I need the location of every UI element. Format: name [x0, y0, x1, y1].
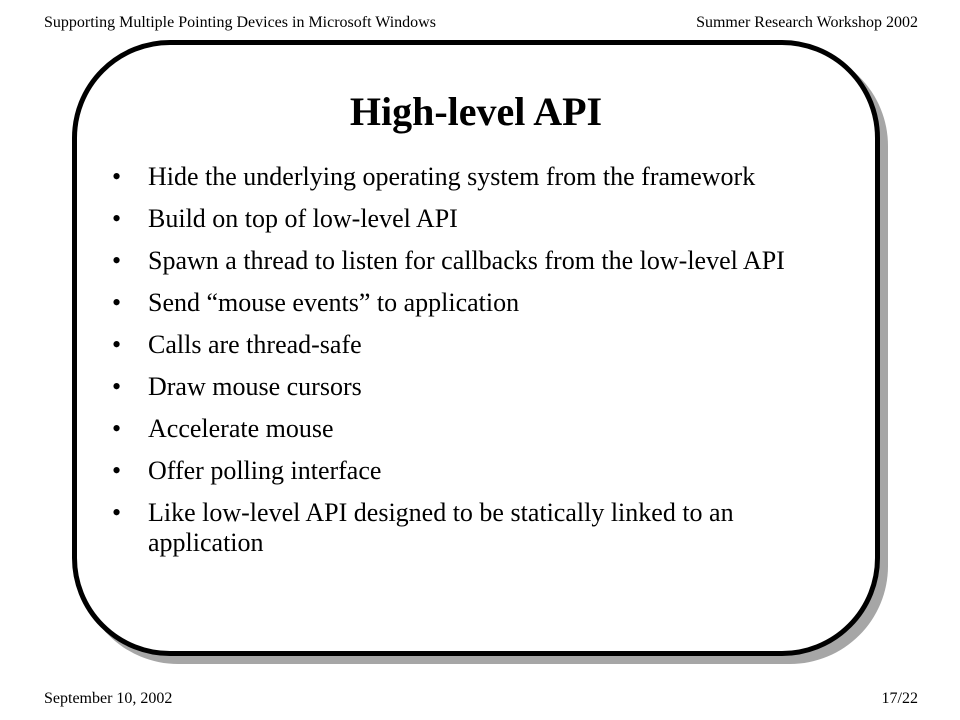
bullet-text: Accelerate mouse	[148, 414, 334, 443]
bullet-item	[112, 456, 832, 486]
header-title: Supporting Multiple Pointing Devices in Microsoft Windows	[44, 14, 436, 31]
bullet-dot-icon: •	[112, 246, 122, 275]
bullet-item	[112, 288, 832, 318]
bullet-item	[112, 330, 832, 360]
bullet-item	[112, 162, 832, 192]
bullet-item	[112, 498, 832, 558]
bullet-dot-icon: •	[112, 414, 122, 443]
bullet-text: Send “mouse events” to application	[148, 288, 520, 317]
bullet-dot-icon: •	[112, 498, 122, 527]
bullet-item	[112, 246, 832, 276]
footer-date: September 10, 2002	[44, 690, 173, 707]
bullet-list	[112, 162, 832, 570]
bullet-text: Offer polling interface	[148, 456, 382, 485]
slide-title: High-level API	[349, 89, 603, 134]
header-event: Summer Research Workshop 2002	[696, 14, 918, 31]
bullet-text: Hide the underlying operating system from the framework	[148, 162, 756, 191]
bullet-item	[112, 204, 832, 234]
slide-frame	[72, 40, 880, 656]
bullet-dot-icon: •	[112, 204, 122, 233]
bullet-item	[112, 414, 832, 444]
bullet-dot-icon: •	[112, 456, 122, 485]
bullet-text: Like low-level API designed to be statically linked to an application	[148, 498, 734, 557]
page-number: 17/22	[881, 690, 918, 707]
bullet-text: Draw mouse cursors	[148, 372, 362, 401]
bullet-text: Calls are thread-safe	[148, 330, 362, 359]
bullet-dot-icon: •	[112, 330, 122, 359]
bullet-item	[112, 372, 832, 402]
bullet-dot-icon: •	[112, 372, 122, 401]
bullet-dot-icon: •	[112, 288, 122, 317]
bullet-dot-icon: •	[112, 162, 122, 191]
bullet-text: Build on top of low-level API	[148, 204, 458, 233]
bullet-text: Spawn a thread to listen for callbacks from the low-level API	[148, 246, 785, 275]
